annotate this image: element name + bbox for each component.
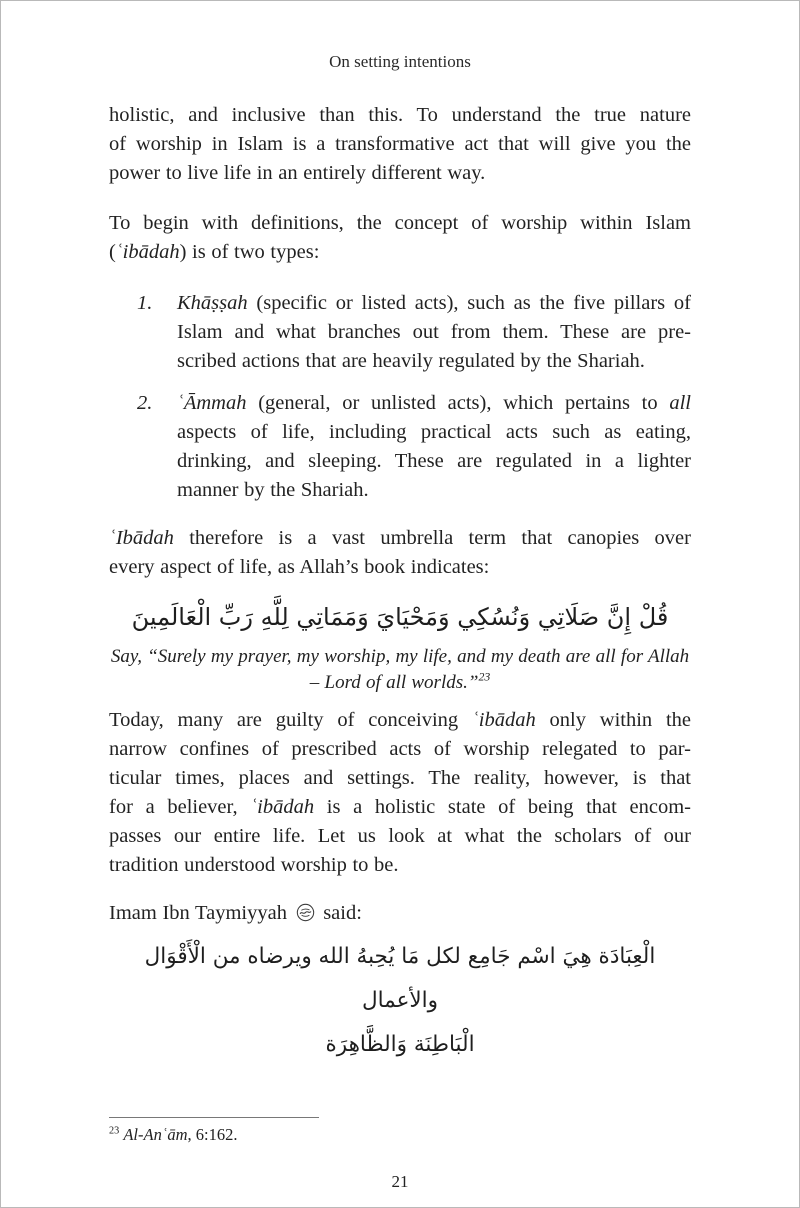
page-number: 21 <box>391 1172 409 1191</box>
footnote-section <box>109 1117 691 1146</box>
text-line: Today, many are guilty of conceiving ʿibādah only within the <box>109 709 691 731</box>
text-line: aspects of life, including practical acts such as eating, <box>177 421 691 443</box>
text-line: (ʿibādah) is of two types: <box>109 241 320 263</box>
imam-attribution-line <box>109 899 691 931</box>
paragraph-intro <box>109 101 691 188</box>
text-line: $^{23}$ Al-Anʿām, 6:162. <box>109 1125 238 1144</box>
text-line: for a believer, ʿibādah is a holistic state of being that encom- <box>109 796 691 818</box>
text-line: Say, “Surely my prayer, my worship, my life, and my death are all for Allah <box>110 646 690 667</box>
text-line: ticular times, places and settings. The reality, however, is that <box>109 767 691 789</box>
rahimahullah-medallion-icon <box>296 902 315 931</box>
text-line: ʿĀmmah (general, or unlisted acts), which pertains to all <box>177 392 691 414</box>
quran-verse-arabic: قُلْ إِنَّ صَلَاتِي وَنُسُكِي وَمَحْيَايَ وَمَمَاتِي لِلَّهِ رَبِّ الْعَالَمِينَ <box>131 603 669 631</box>
imam-name-text: Imam Ibn Taymiyyah <box>109 902 287 924</box>
text-line: Khāṣṣah (specific or listed acts), such as the five pillars of <box>177 292 691 314</box>
text-line: الْبَاطِنَة وَالظَّاهِرَة <box>325 1032 475 1057</box>
text-line: الْعِبَادَة هِيَ اسْم جَامِع لكل مَا يُحِبهُ الله ويرضاه من الْأَقْوَال والأعمال <box>144 944 656 1013</box>
text-line: every aspect of life, as Allah’s book indicates: <box>109 556 490 578</box>
list-item-khassah <box>109 289 691 376</box>
quran-verse-translation <box>109 644 691 696</box>
text-line: To begin with definitions, the concept of worship within Islam <box>109 212 691 234</box>
footnote-separator-rule <box>109 1117 319 1118</box>
ibn-taymiyyah-quote-arabic <box>109 935 691 1067</box>
list-number: 1. <box>137 292 153 314</box>
text-line: holistic, and inclusive than this. To understand the true nature <box>109 104 691 126</box>
imam-said-text: said: <box>323 902 362 924</box>
running-head: On setting intentions <box>329 52 471 71</box>
text-line: passes our entire life. Let us look at what the scholars of our <box>109 825 691 847</box>
text-line: Islam and what branches out from them. These are pre- <box>177 321 691 343</box>
text-line: of worship in Islam is a transformative act that will give you the <box>109 133 691 155</box>
text-line: manner by the Shariah. <box>177 479 369 501</box>
text-line: ʿIbādah therefore is a vast umbrella term that canopies over <box>109 527 691 549</box>
list-item-ammah <box>109 389 691 505</box>
text-line: drinking, and sleeping. These are regulated in a lighter <box>177 450 691 472</box>
list-item-text <box>177 389 691 505</box>
text-line: power to live life in an entirely different way. <box>109 162 486 184</box>
paragraph-today <box>109 706 691 880</box>
footnote-text <box>109 1123 691 1146</box>
paragraph-ibadah-umbrella <box>109 524 691 582</box>
text-line: narrow confines of prescribed acts of worship relegated to par- <box>109 738 691 760</box>
list-item-text <box>177 289 691 376</box>
page-content <box>1 1 799 1194</box>
text-line: scribed actions that are heavily regulated by the Shariah. <box>177 350 645 372</box>
text-line: – Lord of all worlds.”$^{23}$ <box>309 670 491 693</box>
paragraph-definitions <box>109 209 691 267</box>
text-line: tradition understood worship to be. <box>109 854 399 876</box>
list-number: 2. <box>137 392 153 414</box>
